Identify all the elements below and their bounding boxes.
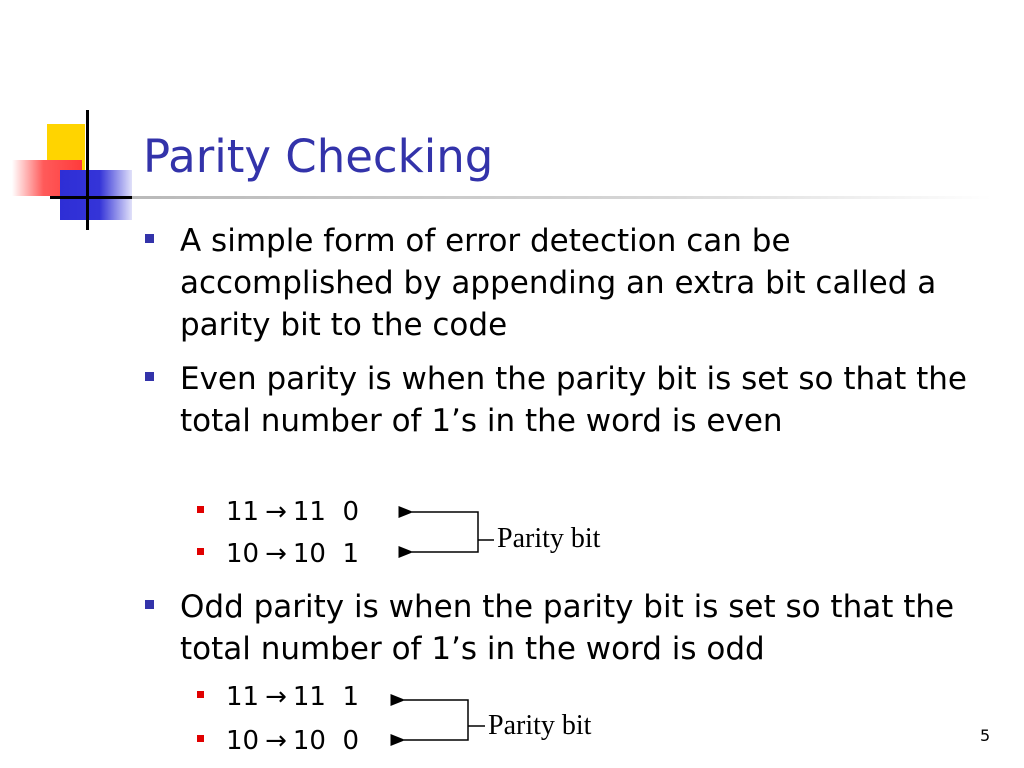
example-input: 11 bbox=[226, 497, 260, 527]
even-parity-bracket bbox=[412, 512, 494, 552]
example-input: 10 bbox=[226, 726, 260, 756]
bullet-text: A simple form of error detection can be accomplished by appending an extra bit called a parity bit to the code bbox=[180, 223, 937, 343]
example-output: 10 0 bbox=[292, 726, 360, 756]
right-arrow-icon: → bbox=[265, 497, 287, 527]
page-number: 5 bbox=[980, 726, 991, 745]
odd-parity-bracket bbox=[404, 700, 485, 740]
right-arrow-icon: → bbox=[265, 682, 287, 712]
slide-title: Parity Checking bbox=[143, 130, 494, 183]
example-input: 10 bbox=[226, 539, 260, 569]
example-output: 11 1 bbox=[292, 682, 360, 712]
parity-bit-label: Parity bit bbox=[488, 710, 592, 741]
bullet-text: Even parity is when the parity bit is set so that the total number of 1’s in the word is even bbox=[180, 361, 968, 439]
example-output: 11 0 bbox=[292, 497, 360, 527]
right-arrow-icon: → bbox=[265, 726, 287, 756]
parity-bit-label: Parity bit bbox=[497, 523, 601, 554]
example-output: 10 1 bbox=[292, 539, 360, 569]
bullet-text: Odd parity is when the parity bit is set so that the total number of 1’s in the word is odd bbox=[180, 589, 955, 667]
right-arrow-icon: → bbox=[265, 539, 287, 569]
example-input: 11 bbox=[226, 682, 260, 712]
